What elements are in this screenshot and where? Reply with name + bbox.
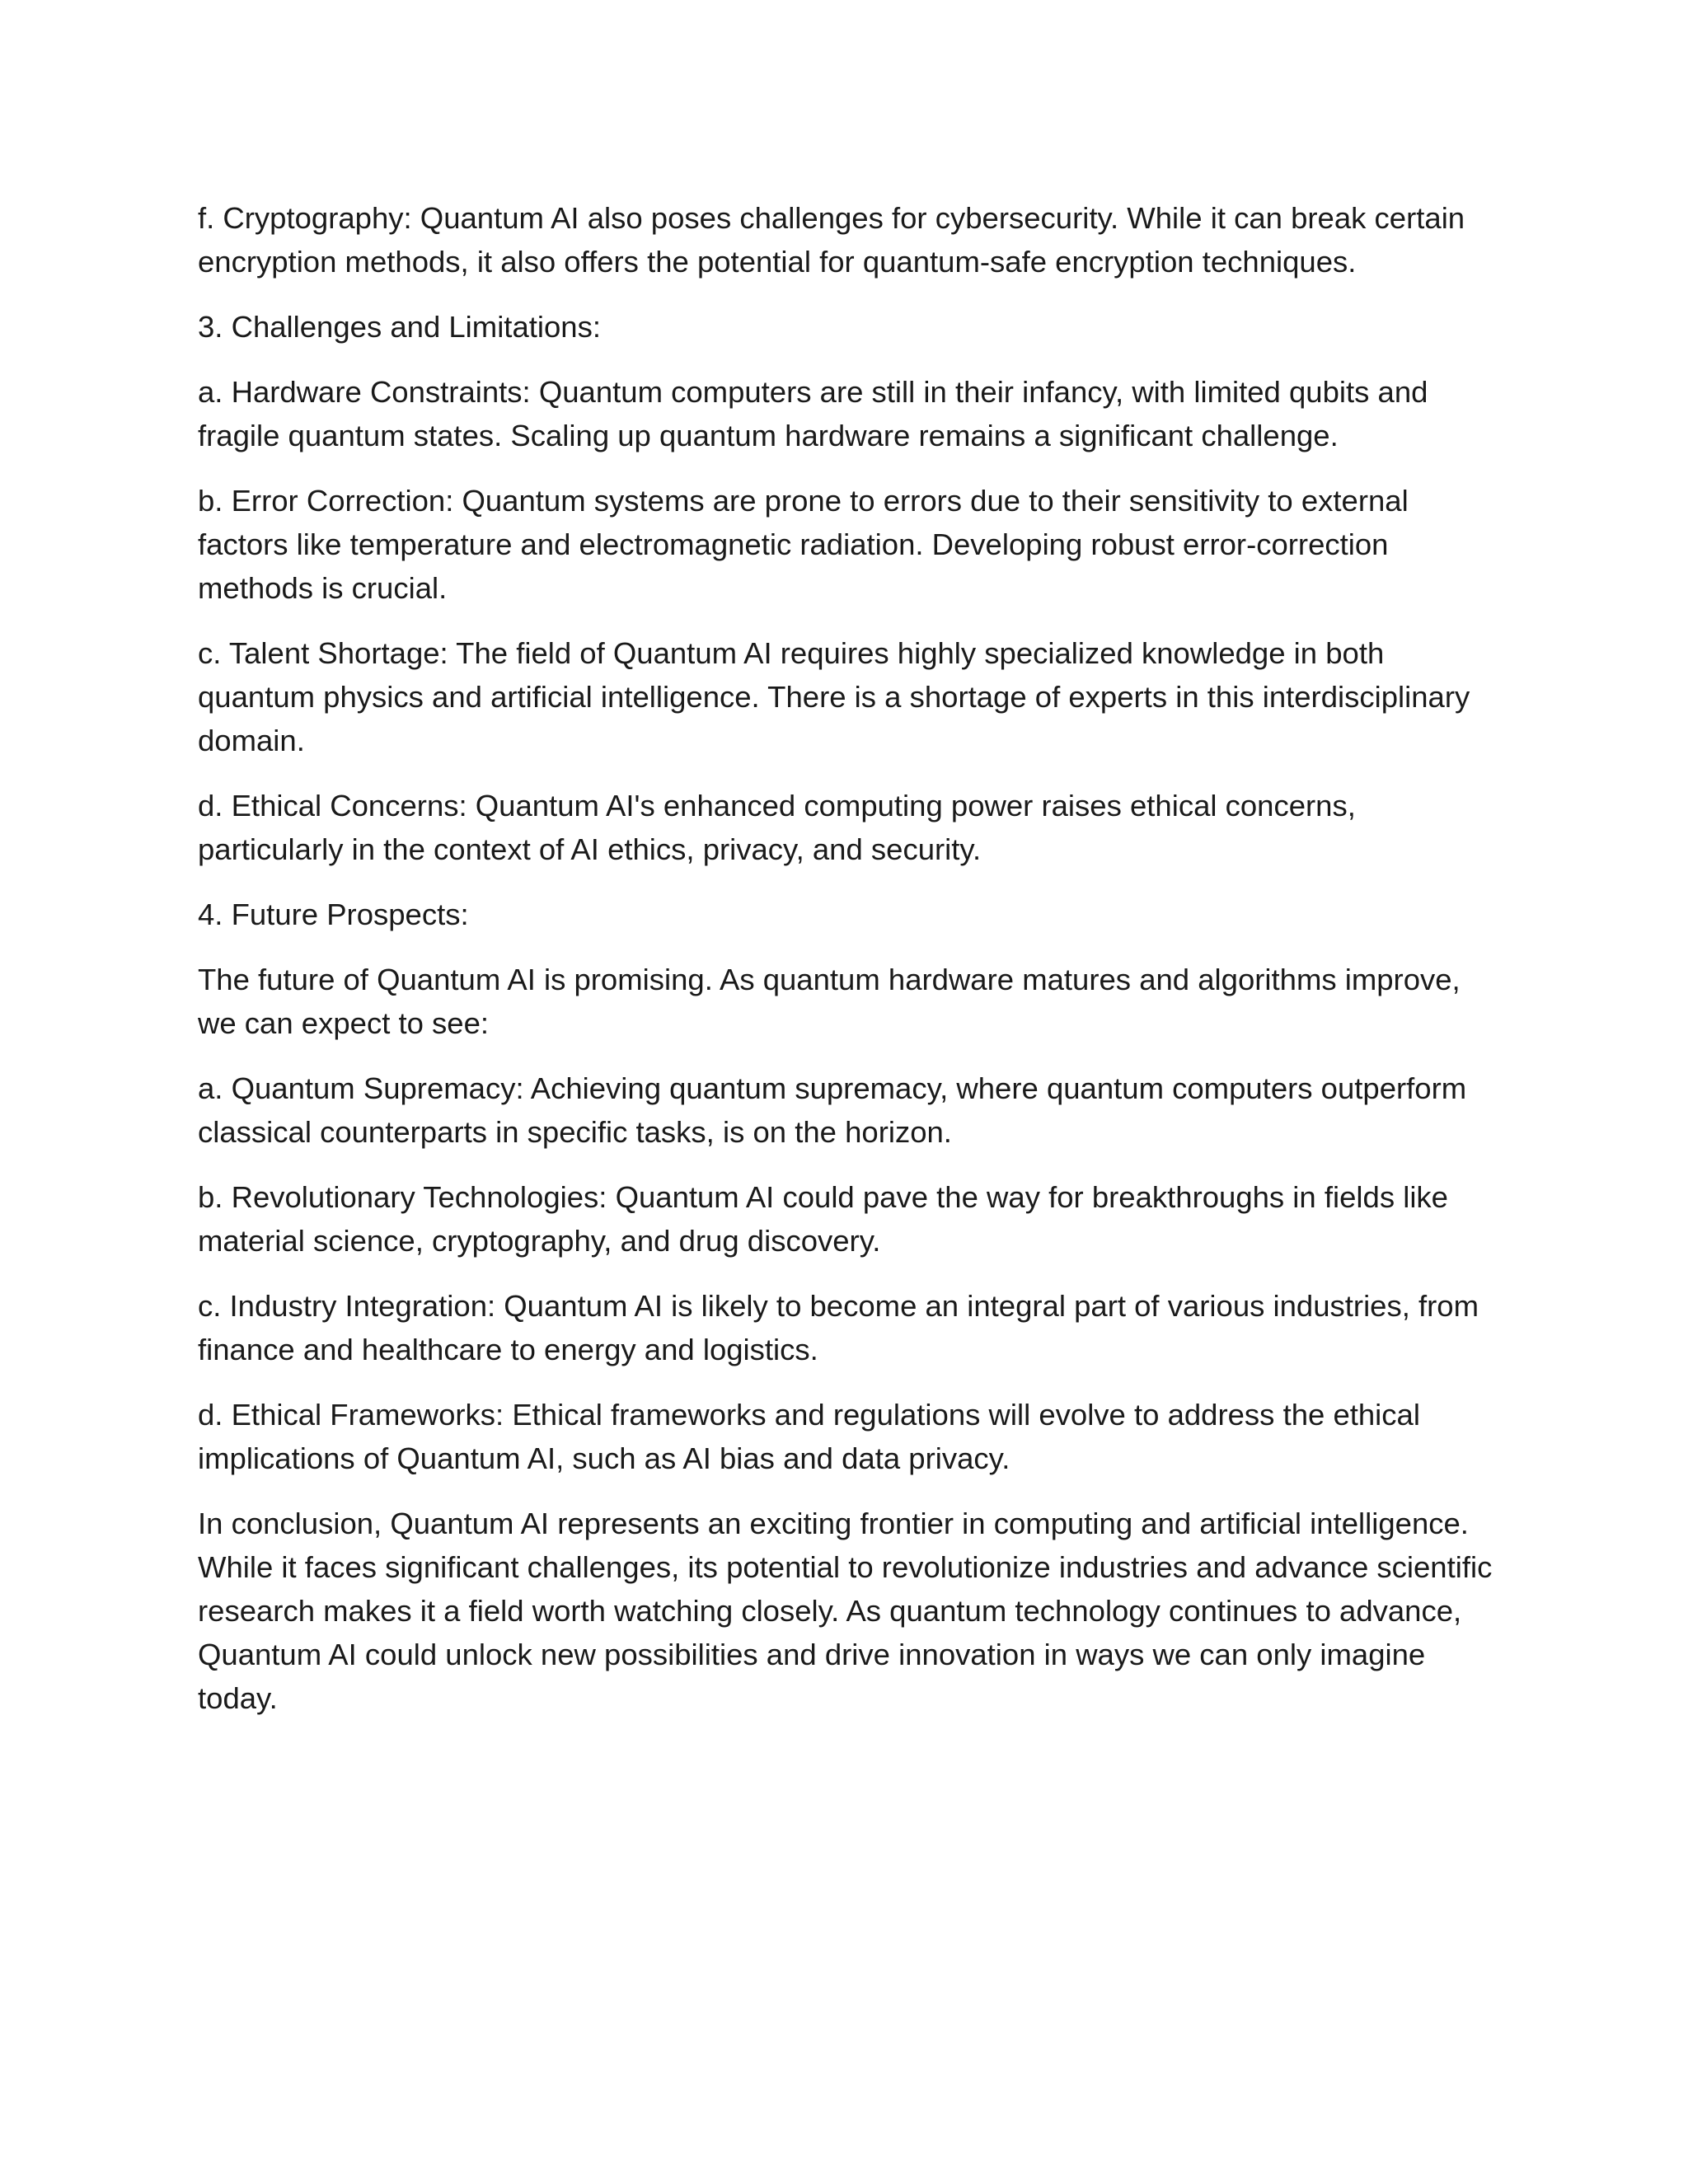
paragraph-quantum-supremacy: a. Quantum Supremacy: Achieving quantum supremacy, where quantum computers outperform classical counterparts in specific tasks, is on the horizon. bbox=[198, 1071, 1467, 1149]
paragraph-cryptography: f. Cryptography: Quantum AI also poses challenges for cybersecurity. While it can break certain encryption methods, it also offers the potential for quantum-safe encryption techniques. bbox=[198, 201, 1465, 279]
paragraph-future-intro: The future of Quantum AI is promising. As quantum hardware matures and algorithms improve, we can expect to see: bbox=[198, 963, 1461, 1040]
section-heading-challenges: 3. Challenges and Limitations: bbox=[198, 310, 601, 344]
document-body bbox=[198, 196, 1500, 1741]
paragraph-industry-integration: c. Industry Integration: Quantum AI is likely to become an integral part of various industries, from finance and healthcare to energy and logistics. bbox=[198, 1289, 1479, 1366]
paragraph-revolutionary-technologies: b. Revolutionary Technologies: Quantum AI could pave the way for breakthroughs in fields like material science, cryptography, and drug discovery. bbox=[198, 1180, 1448, 1258]
section-heading-future-prospects: 4. Future Prospects: bbox=[198, 898, 469, 931]
paragraph-hardware-constraints: a. Hardware Constraints: Quantum computers are still in their infancy, with limited qubits and fragile quantum states. Scaling up quantum hardware remains a significant challenge. bbox=[198, 375, 1428, 452]
paragraph-ethical-concerns: d. Ethical Concerns: Quantum AI's enhanced computing power raises ethical concerns, particularly in the context of AI ethics, privacy, and security. bbox=[198, 789, 1356, 866]
paragraph-talent-shortage: c. Talent Shortage: The field of Quantum AI requires highly specialized knowledge in both quantum physics and artificial intelligence. There is a shortage of experts in this interdisciplinary domain. bbox=[198, 636, 1470, 757]
paragraph-conclusion: In conclusion, Quantum AI represents an exciting frontier in computing and artificial intelligence. While it faces significant challenges, its potential to revolutionize industries and advance scientific research makes it a field worth watching closely. As quantum technology continues to advance, Quantum AI could unlock new possibilities and drive innovation in ways we can only imagine today. bbox=[198, 1507, 1493, 1715]
paragraph-ethical-frameworks: d. Ethical Frameworks: Ethical frameworks and regulations will evolve to address the ethical implications of Quantum AI, such as AI bias and data privacy. bbox=[198, 1398, 1420, 1475]
paragraph-error-correction: b. Error Correction: Quantum systems are prone to errors due to their sensitivity to external factors like temperature and electromagnetic radiation. Developing robust error-correction methods is crucial. bbox=[198, 484, 1409, 605]
